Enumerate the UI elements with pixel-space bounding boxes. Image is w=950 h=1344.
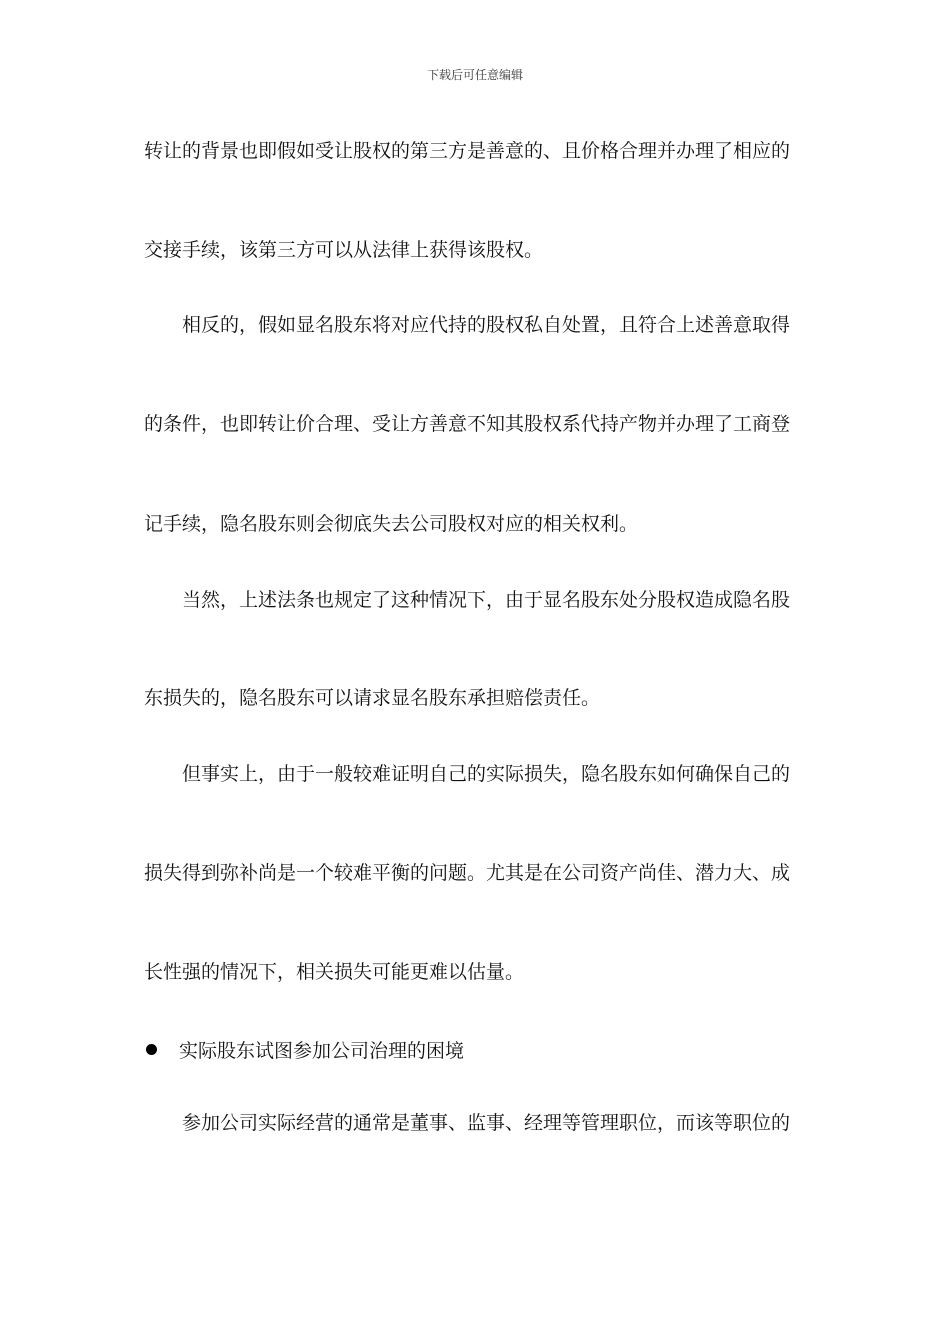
paragraph-start-line: 但事实上，由于一般较难证明自己的实际损失，隐名股东如何确保自己的	[182, 763, 791, 785]
body-line: 的条件，也即转让价合理、受让方善意不知其股权系代持产物并办理了工商登	[144, 413, 791, 435]
body-line: 记手续，隐名股东则会彻底失去公司股权对应的相关权利。	[144, 513, 639, 535]
bullet-item	[144, 1037, 464, 1061]
body-line: 东损失的，隐名股东可以请求显名股东承担赔偿责任。	[144, 687, 601, 709]
body-line: 损失得到弥补尚是一个较难平衡的问题。尤其是在公司资产尚佳、潜力大、成	[144, 862, 791, 884]
body-line: 长性强的情况下，相关损失可能更难以估量。	[144, 961, 525, 983]
body-line: 交接手续，该第三方可以从法律上获得该股权。	[144, 239, 544, 261]
paragraph-start-line: 相反的，假如显名股东将对应代持的股权私自处置，且符合上述善意取得	[182, 314, 791, 336]
paragraph-start-line: 当然，上述法条也规定了这种情况下，由于显名股东处分股权造成隐名股	[182, 589, 791, 611]
page-header: 下载后可任意编辑	[426, 68, 523, 82]
bullet-item-text: 实际股东试图参加公司治理的困境	[179, 1039, 465, 1062]
paragraph-start-line: 参加公司实际经营的通常是董事、监事、经理等管理职位，而该等职位的	[182, 1112, 791, 1134]
body-line: 转让的背景也即假如受让股权的第三方是善意的、且价格合理并办理了相应的	[144, 140, 791, 162]
bullet-dot-icon	[146, 1044, 157, 1055]
